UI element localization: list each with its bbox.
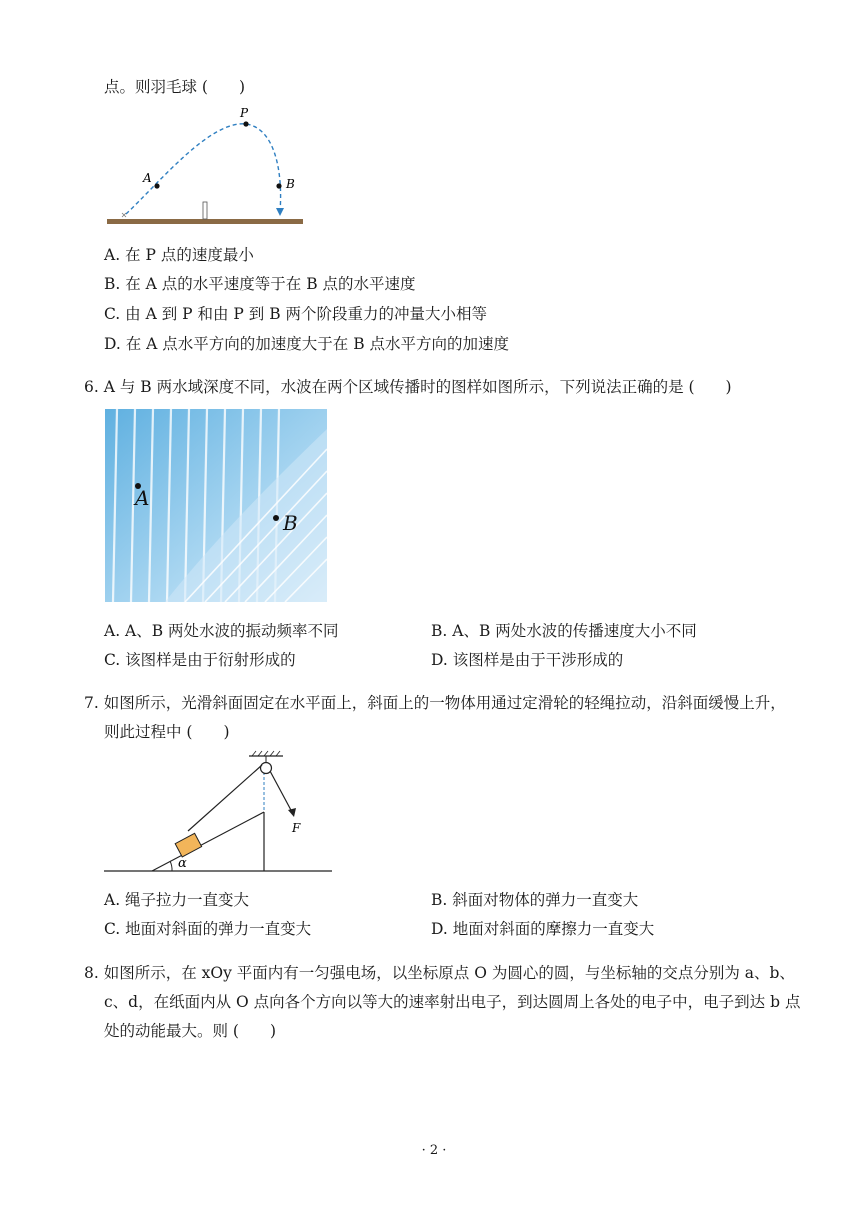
q7-option-c: C. 地面对斜面的弹力一直变大 — [104, 920, 312, 938]
q6-option-c: C. 该图样是由于衍射形成的 — [104, 651, 296, 669]
q7-stem-line1: 7. 如图所示，光滑斜面固定在水平面上，斜面上的一物体用通过定滑轮的轻绳拉动，沿斜面缓慢上升， — [84, 694, 786, 712]
q8-stem-line3: 处的动能最大。则 ( ) — [104, 1022, 277, 1040]
q5-option-c: C. 由 A 到 P 和由 P 到 B 两个阶段重力的冲量大小相等 — [104, 305, 488, 323]
q6-label-b: B — [283, 511, 298, 535]
q7-label-alpha: α — [178, 856, 187, 871]
q8-stem-line1: 8. 如图所示，在 xOy 平面内有一匀强电场，以坐标原点 O 为圆心的圆，与坐标轴的交点分别为 a、b、 — [84, 964, 795, 982]
q7-option-a: A. 绳子拉力一直变大 — [104, 891, 250, 909]
q7-stem-line2: 则此过程中 ( ) — [104, 723, 230, 741]
q6-option-d: D. 该图样是由于干涉形成的 — [431, 651, 624, 669]
q5-label-a: A — [143, 171, 152, 185]
q5-stem-tail: 点。则羽毛球 ( ) — [104, 78, 246, 96]
page-number: · 2 · — [421, 1143, 447, 1158]
q7-incline-pulley-figure — [102, 750, 334, 878]
q7-option-b: B. 斜面对物体的弹力一直变大 — [431, 891, 639, 909]
q5-label-b: B — [286, 177, 295, 191]
q6-label-a: A — [135, 486, 150, 510]
q6-option-a: A. A、B 两处水波的振动频率不同 — [104, 622, 339, 640]
q6-water-wave-figure — [105, 409, 327, 602]
q6-option-b: B. A、B 两处水波的传播速度大小不同 — [431, 622, 697, 640]
q6-stem: 6. A 与 B 两水域深度不同，水波在两个区域传播时的图样如图所示，下列说法正确的是 ( ) — [84, 378, 732, 396]
q7-option-d: D. 地面对斜面的摩擦力一直变大 — [431, 920, 655, 938]
q8-stem-line2: c、d，在纸面内从 O 点向各个方向以等大的速率射出电子，到达圆周上各处的电子中，电子到达 b 点 — [104, 993, 801, 1011]
q5-option-b: B. 在 A 点的水平速度等于在 B 点的水平速度 — [104, 275, 416, 293]
q5-option-d: D. 在 A 点水平方向的加速度大于在 B 点水平方向的加速度 — [104, 335, 510, 353]
q7-label-f: F — [292, 821, 301, 835]
q5-option-a: A. 在 P 点的速度最小 — [104, 246, 254, 264]
q5-shuttlecock-figure — [100, 102, 310, 230]
q5-label-p: P — [240, 106, 249, 120]
